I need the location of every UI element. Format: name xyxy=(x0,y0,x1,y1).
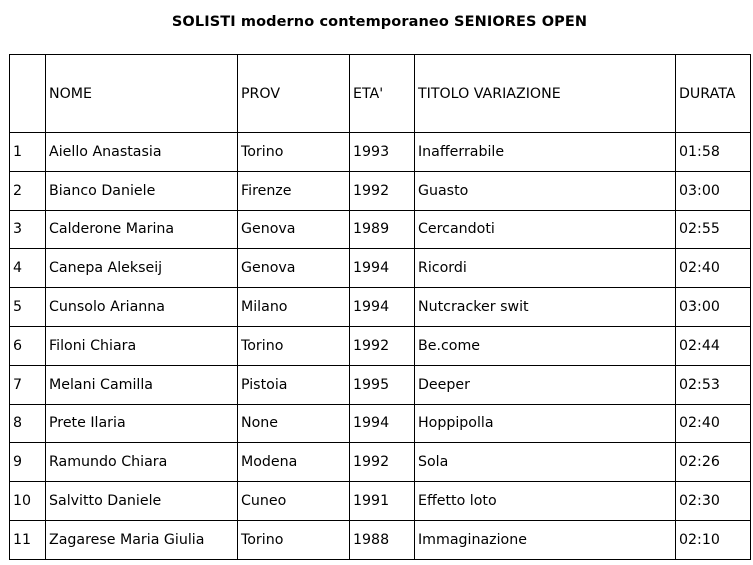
cell-titolo: Guasto xyxy=(415,171,676,210)
cell-titolo: Be.come xyxy=(415,326,676,365)
cell-nome: Filoni Chiara xyxy=(46,326,238,365)
cell-prov: Cuneo xyxy=(238,482,350,521)
cell-durata: 02:30 xyxy=(676,482,751,521)
cell-num: 1 xyxy=(10,133,46,172)
cell-num: 7 xyxy=(10,365,46,404)
cell-num: 8 xyxy=(10,404,46,443)
table-row xyxy=(10,404,751,443)
table-row xyxy=(10,482,751,521)
cell-eta: 1994 xyxy=(350,404,415,443)
cell-eta: 1992 xyxy=(350,171,415,210)
cell-nome: Calderone Marina xyxy=(46,210,238,249)
cell-prov: Firenze xyxy=(238,171,350,210)
cell-num: 11 xyxy=(10,520,46,559)
table-row xyxy=(10,249,751,288)
cell-prov: Torino xyxy=(238,520,350,559)
table-row xyxy=(10,171,751,210)
cell-num: 9 xyxy=(10,443,46,482)
cell-nome: Bianco Daniele xyxy=(46,171,238,210)
cell-num: 3 xyxy=(10,210,46,249)
cell-eta: 1993 xyxy=(350,133,415,172)
table-row xyxy=(10,443,751,482)
cell-prov: Genova xyxy=(238,210,350,249)
cell-titolo: Ricordi xyxy=(415,249,676,288)
cell-prov: Genova xyxy=(238,249,350,288)
cell-nome: Melani Camilla xyxy=(46,365,238,404)
cell-eta: 1994 xyxy=(350,288,415,327)
cell-eta: 1991 xyxy=(350,482,415,521)
table-row xyxy=(10,210,751,249)
header-durata: DURATA xyxy=(676,55,751,133)
cell-nome: Aiello Anastasia xyxy=(46,133,238,172)
cell-titolo: Nutcracker swit xyxy=(415,288,676,327)
cell-durata: 03:00 xyxy=(676,288,751,327)
cell-nome: Canepa Alekseij xyxy=(46,249,238,288)
cell-eta: 1992 xyxy=(350,443,415,482)
page-title: SOLISTI moderno contemporaneo SENIORES OPEN xyxy=(171,14,588,30)
cell-num: 2 xyxy=(10,171,46,210)
results-table xyxy=(9,54,751,560)
header-nome: NOME xyxy=(46,55,238,133)
cell-durata: 03:00 xyxy=(676,171,751,210)
table-row xyxy=(10,520,751,559)
cell-eta: 1989 xyxy=(350,210,415,249)
cell-durata: 02:40 xyxy=(676,249,751,288)
table-row xyxy=(10,133,751,172)
cell-nome: Prete Ilaria xyxy=(46,404,238,443)
cell-prov: Pistoia xyxy=(238,365,350,404)
table-row xyxy=(10,326,751,365)
cell-titolo: Immaginazione xyxy=(415,520,676,559)
cell-titolo: Effetto loto xyxy=(415,482,676,521)
header-prov: PROV xyxy=(238,55,350,133)
cell-eta: 1988 xyxy=(350,520,415,559)
cell-num: 10 xyxy=(10,482,46,521)
header-eta: ETA' xyxy=(350,55,415,133)
cell-prov: Torino xyxy=(238,133,350,172)
header-num xyxy=(10,55,46,133)
cell-nome: Zagarese Maria Giulia xyxy=(46,520,238,559)
cell-titolo: Cercandoti xyxy=(415,210,676,249)
cell-nome: Salvitto Daniele xyxy=(46,482,238,521)
cell-durata: 02:26 xyxy=(676,443,751,482)
cell-eta: 1994 xyxy=(350,249,415,288)
header-row xyxy=(10,55,751,133)
cell-titolo: Deeper xyxy=(415,365,676,404)
cell-titolo: Hoppipolla xyxy=(415,404,676,443)
cell-durata: 01:58 xyxy=(676,133,751,172)
cell-num: 6 xyxy=(10,326,46,365)
cell-eta: 1992 xyxy=(350,326,415,365)
cell-prov: None xyxy=(238,404,350,443)
cell-titolo: Inafferrabile xyxy=(415,133,676,172)
cell-titolo: Sola xyxy=(415,443,676,482)
cell-durata: 02:10 xyxy=(676,520,751,559)
cell-nome: Cunsolo Arianna xyxy=(46,288,238,327)
header-titolo: TITOLO VARIAZIONE xyxy=(415,55,676,133)
table-row xyxy=(10,288,751,327)
cell-prov: Modena xyxy=(238,443,350,482)
table-row xyxy=(10,365,751,404)
cell-durata: 02:40 xyxy=(676,404,751,443)
cell-durata: 02:55 xyxy=(676,210,751,249)
cell-durata: 02:53 xyxy=(676,365,751,404)
cell-durata: 02:44 xyxy=(676,326,751,365)
cell-eta: 1995 xyxy=(350,365,415,404)
cell-num: 4 xyxy=(10,249,46,288)
cell-nome: Ramundo Chiara xyxy=(46,443,238,482)
cell-prov: Torino xyxy=(238,326,350,365)
cell-prov: Milano xyxy=(238,288,350,327)
cell-num: 5 xyxy=(10,288,46,327)
